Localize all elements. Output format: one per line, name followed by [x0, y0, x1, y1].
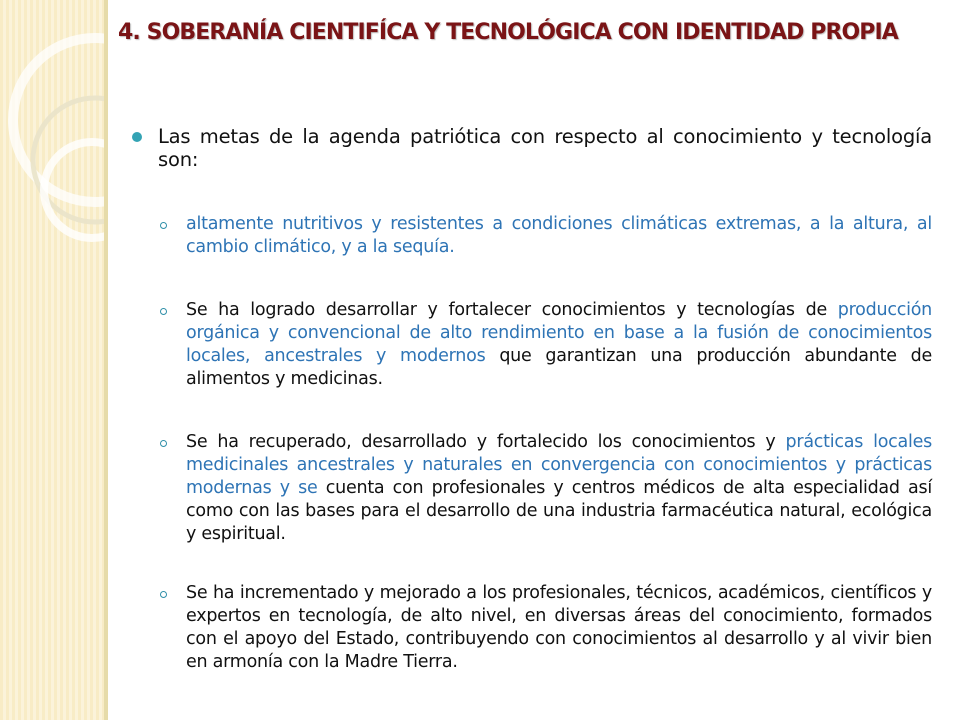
decorative-sidebar	[0, 0, 104, 720]
bullet-dot	[132, 132, 142, 142]
sub-bullet-2	[132, 299, 932, 391]
intro-text: Las metas de la agenda patriótica con respecto al conocimiento y tecnología son:	[158, 125, 932, 171]
sub-bullet-2-highlight: producción orgánica y convencional de alto rendimiento en base a la fusión de conocimientos locales, ancestrales y modernos	[186, 300, 932, 366]
sidebar-divider	[104, 0, 108, 720]
sub-bullet-4	[132, 582, 932, 674]
bullet-ring	[160, 440, 167, 447]
bullet-ring	[160, 222, 167, 229]
sub-bullet-3-text-a: Se ha recuperado, desarrollado y fortalecido los conocimientos y	[186, 432, 786, 452]
sub-bullet-3-text-b: cuenta con profesionales y centros médicos de alta especialidad así como con las bases para el desarrollo de una industria farmacéutica natural, ecológica y espiritual.	[186, 478, 932, 544]
sub-bullet-3	[132, 431, 932, 546]
sub-bullet-3-highlight: prácticas locales medicinales ancestrales y naturales en convergencia con conocimientos y prácticas modernas y se	[186, 432, 933, 498]
bullet-ring	[160, 308, 167, 315]
bullet-ring	[160, 591, 167, 598]
sub-bullet-1	[132, 213, 932, 259]
sub-bullet-4-text: Se ha incrementado y mejorado a los profesionales, técnicos, académicos, científicos y expertos en tecnología, de alto nivel, en diversas áreas del conocimiento, formados con el apoyo del Estado, contribuyendo con conocimientos al desarrollo y al vivir bien en armonía con la Madre Tierra.	[186, 583, 932, 672]
decorative-rings	[0, 0, 104, 720]
sub-bullet-2-text-b: que garantizan una producción abundante de alimentos y medicinas.	[186, 346, 932, 389]
sub-bullet-1-highlight: altamente nutritivos y resistentes a condiciones climáticas extremas, a la altura, al cambio climático, y a la sequía.	[186, 214, 932, 257]
ring-outer	[13, 38, 104, 202]
slide-title: 4. SOBERANÍA CIENTIFÍCA Y TECNOLÓGICA CON IDENTIDAD PROPIA	[118, 20, 898, 45]
slide-content	[132, 125, 932, 674]
sub-bullet-2-text-a: Se ha logrado desarrollar y fortalecer conocimientos y tecnologías de	[186, 300, 838, 320]
intro-bullet	[132, 125, 932, 171]
